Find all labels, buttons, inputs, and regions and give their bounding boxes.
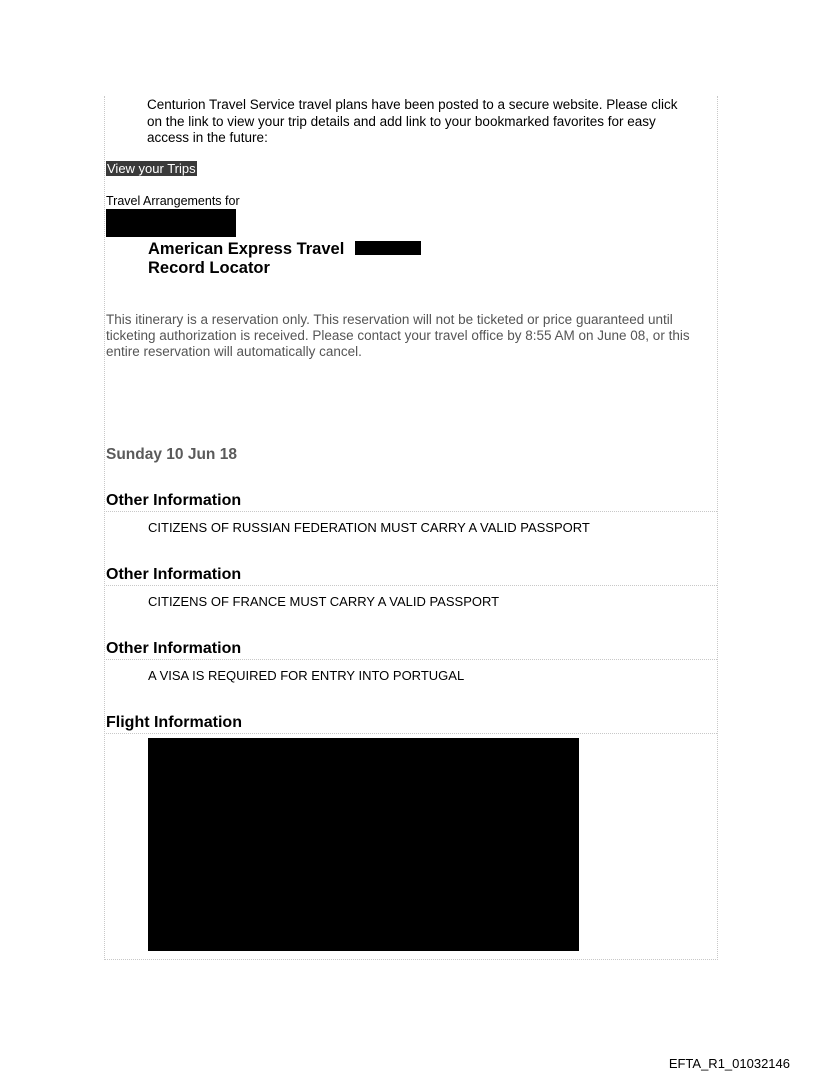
record-locator-label: Record Locator <box>148 259 270 277</box>
redacted-traveler-name <box>106 209 236 237</box>
section-title-flight-info: Flight Information <box>106 713 717 734</box>
document-id: EFTA_R1_01032146 <box>668 1056 790 1071</box>
date-heading: Sunday 10 Jun 18 <box>106 446 237 463</box>
agency-name: American Express Travel <box>148 240 345 258</box>
travel-arrangements-label: Travel Arrangements for <box>106 194 240 208</box>
redacted-flight-details <box>148 738 579 951</box>
record-locator-block <box>148 240 421 278</box>
reservation-notice: This itinerary is a reservation only. This reservation will not be ticketed or price guaranteed until ticketing authorization is received. Please contact your travel office by 8:55 AM on June 08, or this entire reservation will automatically cancel. <box>106 312 690 359</box>
view-trips-link[interactable]: View your Trips <box>107 161 196 176</box>
intro-text: Centurion Travel Service travel plans have been posted to a secure website. Please click on the link to view your trip details and add link to your bookmarked favorites for easy access in the future: <box>147 97 678 145</box>
section-body-other-info-3: A VISA IS REQUIRED FOR ENTRY INTO PORTUGAL <box>148 668 465 683</box>
section-body-other-info-2: CITIZENS OF FRANCE MUST CARRY A VALID PASSPORT <box>148 594 500 609</box>
redacted-locator-code <box>355 241 421 255</box>
section-title-other-info-3: Other Information <box>106 639 717 660</box>
section-title-other-info-2: Other Information <box>106 565 717 586</box>
section-body-other-info-1: CITIZENS OF RUSSIAN FEDERATION MUST CARRY A VALID PASSPORT <box>148 520 590 535</box>
section-title-other-info-1: Other Information <box>106 491 717 512</box>
